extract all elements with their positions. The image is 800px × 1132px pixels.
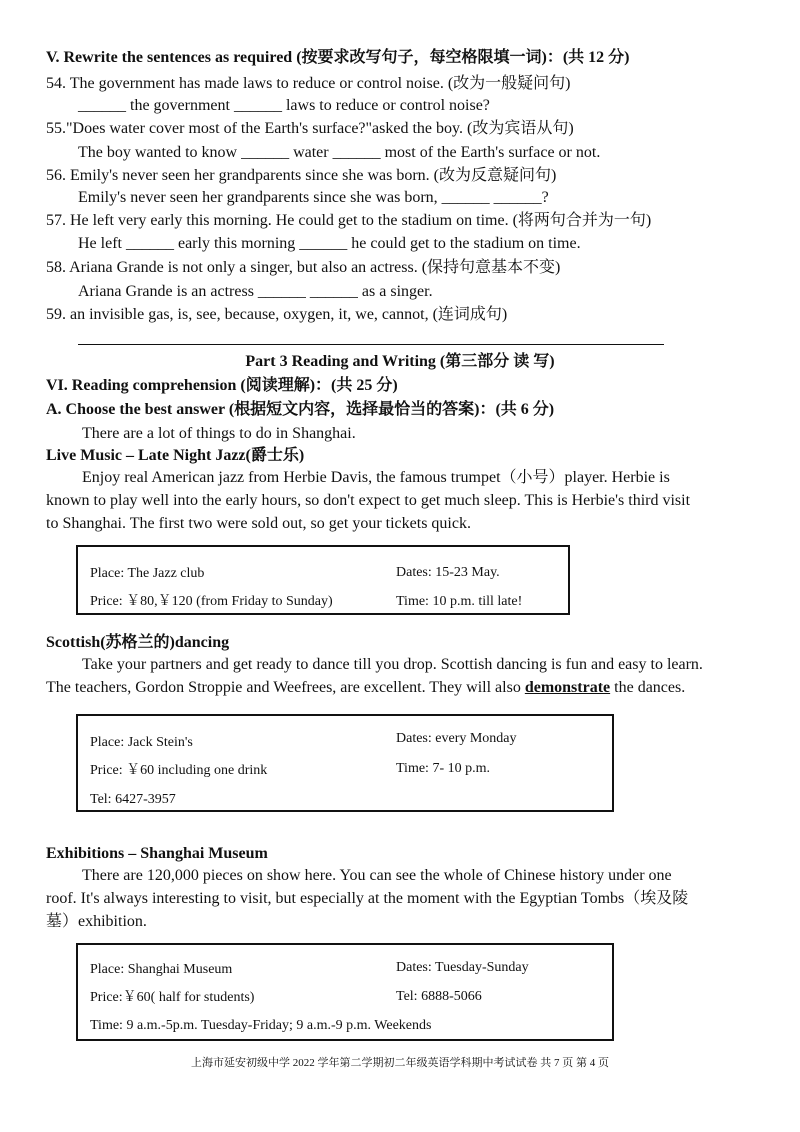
dancing-dates: Dates: every Monday — [396, 731, 517, 746]
jazz-dates: Dates: 15-23 May. — [396, 565, 500, 580]
dancing-time: Time: 7- 10 p.m. — [396, 761, 490, 776]
museum-title: Exhibitions – Shanghai Museum — [46, 845, 268, 862]
answer-line-59 — [78, 344, 664, 345]
jazz-title: Live Music – Late Night Jazz(爵士乐) — [46, 447, 305, 464]
jazz-paragraph-line-3: to Shanghai. The first two were sold out, so get your tickets quick. — [46, 515, 471, 532]
question-58-answer: Ariana Grande is an actress ______ ______ as a singer. — [78, 283, 433, 300]
question-54: 54. The government has made laws to reduce or control noise. (改为一般疑问句) — [46, 75, 571, 92]
dancing-place: Place: Jack Stein's — [90, 735, 193, 750]
museum-info-box — [76, 943, 614, 1041]
section-5-heading: V. Rewrite the sentences as required (按要求改写句子，每空格限填一词)：(共 12 分) — [46, 49, 630, 66]
museum-dates: Dates: Tuesday-Sunday — [396, 960, 529, 975]
question-56: 56. Emily's never seen her grandparents since she was born. (改为反意疑问句) — [46, 167, 557, 184]
question-56-answer: Emily's never seen her grandparents since she was born, ______ ______? — [78, 189, 549, 206]
museum-time: Time: 9 a.m.-5p.m. Tuesday-Friday; 9 a.m.-9 p.m. Weekends — [90, 1018, 432, 1033]
jazz-price: Price: ￥80,￥120 (from Friday to Sunday) — [90, 594, 333, 609]
dancing-tel: Tel: 6427-3957 — [90, 792, 176, 807]
dancing-info-box — [76, 714, 614, 812]
section-6-heading: VI. Reading comprehension (阅读理解)：(共 25 分) — [46, 377, 398, 394]
dancing-paragraph-line-1: Take your partners and get ready to dance till you drop. Scottish dancing is fun and easy to learn. — [82, 656, 703, 673]
jazz-paragraph-line-2: known to play well into the early hours, so don't expect to get much sleep. This is Herbie's third visit — [46, 492, 691, 509]
underlined-word-demonstrate: demonstrate — [524, 679, 611, 696]
jazz-paragraph-line-1: Enjoy real American jazz from Herbie Davis, the famous trumpet（小号）player. Herbie is — [82, 469, 670, 486]
jazz-info-box — [76, 545, 570, 615]
dancing-paragraph-line-2 — [46, 678, 685, 698]
part-3-heading: Part 3 Reading and Writing (第三部分 读 写) — [245, 353, 555, 370]
intro-text: There are a lot of things to do in Shanghai. — [82, 425, 356, 442]
question-58: 58. Ariana Grande is not only a singer, but also an actress. (保持句意基本不变) — [46, 259, 561, 276]
museum-tel: Tel: 6888-5066 — [396, 989, 482, 1004]
dancing-title: Scottish(苏格兰的)dancing — [46, 634, 230, 651]
section-a-heading: A. Choose the best answer (根据短文内容，选择最恰当的答案)：(共 6 分) — [46, 401, 555, 418]
question-57: 57. He left very early this morning. He could get to the stadium on time. (将两句合并为一句) — [46, 212, 652, 229]
question-57-answer: He left ______ early this morning ______ he could get to the stadium on time. — [78, 235, 581, 252]
dancing-text-before: The teachers, Gordon Stroppie and Weefrees, are excellent. They will also — [46, 679, 525, 696]
question-59: 59. an invisible gas, is, see, because, oxygen, it, we, cannot, (连词成句) — [46, 306, 508, 323]
question-55-answer: The boy wanted to know ______ water ______ most of the Earth's surface or not. — [78, 144, 601, 161]
question-55: 55."Does water cover most of the Earth's surface?"asked the boy. (改为宾语从句) — [46, 120, 574, 137]
jazz-time: Time: 10 p.m. till late! — [396, 594, 523, 609]
page-footer: 上海市延安初级中学 2022 学年第二学期初二年级英语学科期中考试试卷 共 7 页 第 4 页 — [191, 1057, 609, 1069]
museum-place: Place: Shanghai Museum — [90, 962, 233, 977]
jazz-place: Place: The Jazz club — [90, 566, 205, 581]
museum-paragraph-line-2: roof. It's always interesting to visit, but especially at the moment with the Egyptian Tombs（埃及陵 — [46, 890, 689, 907]
question-54-answer: ______ the government ______ laws to reduce or control noise? — [78, 97, 490, 114]
dancing-price: Price: ￥60 including one drink — [90, 763, 268, 778]
museum-paragraph-line-3: 墓）exhibition. — [46, 913, 147, 930]
dancing-text-after: the dances. — [610, 679, 686, 696]
museum-price: Price:￥60( half for students) — [90, 990, 255, 1005]
museum-paragraph-line-1: There are 120,000 pieces on show here. You can see the whole of Chinese history under one — [82, 867, 672, 884]
